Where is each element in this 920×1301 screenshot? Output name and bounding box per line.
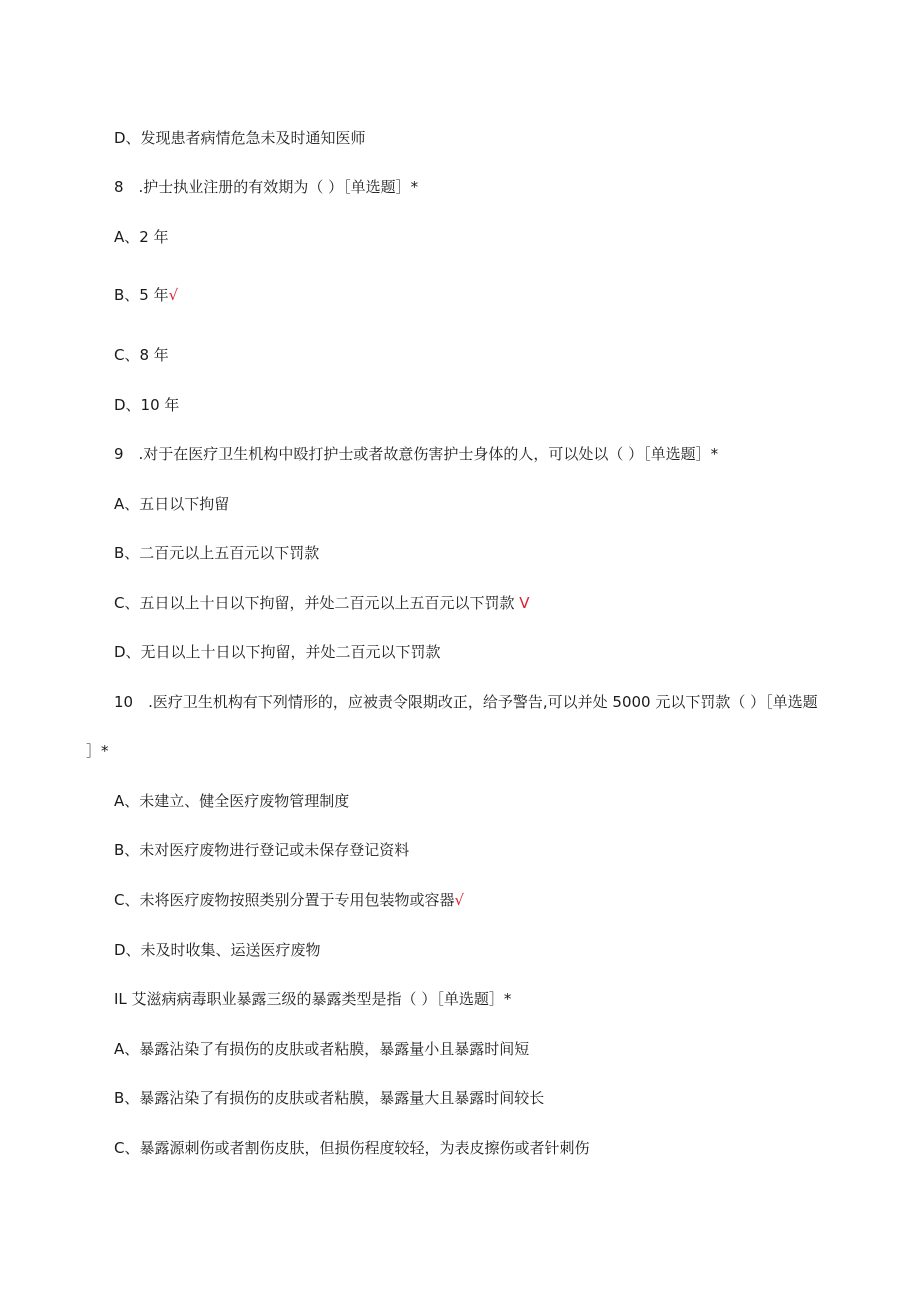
q8-option-c [114, 345, 169, 365]
option-text: A、暴露沾染了有损伤的皮肤或者粘膜，暴露量小且暴露时间短 [114, 1040, 530, 1058]
option-text: C、暴露源刺伤或者割伤皮肤，但损伤程度较轻，为表皮擦伤或者针刺伤 [114, 1139, 590, 1157]
q10-option-b [114, 840, 409, 860]
q11-option-a [114, 1039, 529, 1059]
option-text: A、2 年 [114, 228, 169, 246]
q10-option-c [114, 890, 464, 910]
option-text: D、发现患者病情危急未及时通知医师 [114, 129, 366, 147]
q9-option-b [114, 543, 319, 563]
q8-option-a [114, 227, 169, 247]
option-text: B、未对医疗废物进行登记或未保存登记资料 [114, 841, 410, 859]
q10-question [114, 692, 818, 712]
option-text: B、5 年 [114, 286, 169, 304]
q8-question [114, 177, 418, 197]
q11-option-c [114, 1138, 589, 1158]
question-text: 10 .医疗卫生机构有下列情形的，应被责令限期改正，给予警告,可以并处 5000 元以下罚款（ ）［单选题 [114, 693, 818, 711]
q7-option-d [114, 128, 366, 148]
q9-question [114, 444, 718, 464]
q9-option-d [114, 642, 441, 662]
correct-check-mark: V [514, 594, 530, 612]
q11-option-b [114, 1088, 544, 1108]
option-text: C、五日以上十日以下拘留，并处二百元以上五百元以下罚款 [114, 594, 515, 612]
option-text: A、未建立、健全医疗废物管理制度 [114, 792, 350, 810]
option-text: D、未及时收集、运送医疗废物 [114, 941, 321, 959]
correct-check-mark: √ [168, 286, 179, 304]
option-text: B、暴露沾染了有损伤的皮肤或者粘膜，暴露量大且暴露时间较长 [114, 1089, 545, 1107]
q9-option-c [114, 593, 530, 613]
q8-option-b [114, 285, 178, 305]
q10-question-continued [86, 741, 109, 761]
question-text: 9 .对于在医疗卫生机构中殴打护士或者故意伤害护士身体的人，可以处以（ ）［单选题］* [114, 445, 719, 463]
option-text: A、五日以下拘留 [114, 495, 230, 513]
option-text: C、未将医疗废物按照类别分置于专用包装物或容器 [114, 891, 455, 909]
q9-option-a [114, 494, 229, 514]
option-text: B、二百元以上五百元以下罚款 [114, 544, 320, 562]
question-text: IL 艾滋病病毒职业暴露三级的暴露类型是指（ ）［单选题］* [114, 990, 512, 1008]
option-text: D、10 年 [114, 396, 180, 414]
question-text: ］* [86, 742, 109, 760]
q8-option-d [114, 395, 179, 415]
q11-question [114, 989, 511, 1009]
q10-option-d [114, 940, 321, 960]
option-text: D、无日以上十日以下拘留，并处二百元以下罚款 [114, 643, 441, 661]
question-text: 8 .护士执业注册的有效期为（ ）［单选题］* [114, 178, 419, 196]
correct-check-mark: √ [454, 891, 465, 909]
option-text: C、8 年 [114, 346, 169, 364]
q10-option-a [114, 791, 349, 811]
